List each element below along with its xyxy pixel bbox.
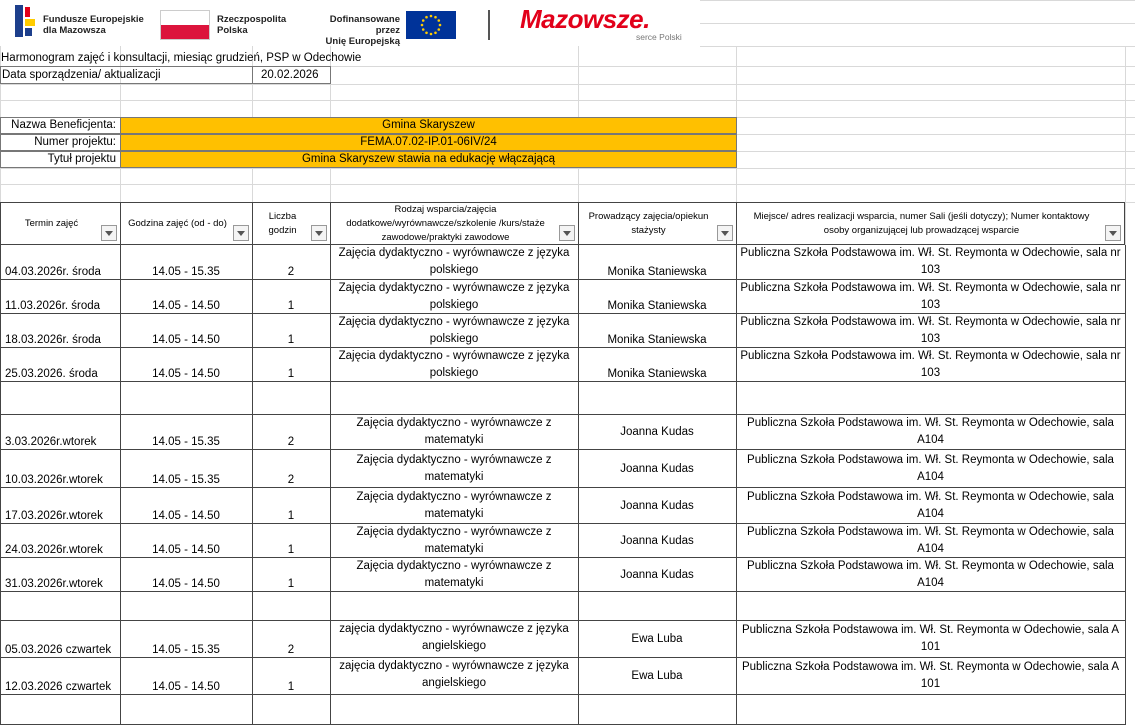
eu-star [434, 31, 437, 34]
cell-type[interactable]: Zajęcia dydaktyczno - wyrównawcze z matematyki [330, 558, 579, 592]
cell-date[interactable]: 25.03.2026. środa [0, 348, 121, 382]
eu-star [437, 19, 440, 22]
cell-hours[interactable] [120, 592, 253, 621]
table-row [0, 658, 1125, 695]
beneficiary-value-cell[interactable]: Gmina Skaryszew [120, 117, 737, 134]
table-row [0, 621, 1125, 658]
project-title-label-cell[interactable]: Tytuł projektu [0, 151, 121, 168]
cell-count[interactable]: 1 [252, 524, 331, 558]
cell-teacher[interactable]: Joanna Kudas [578, 415, 737, 450]
cell-hours[interactable]: 14.05 - 14.50 [120, 524, 253, 558]
cell-place[interactable] [736, 695, 1126, 725]
eu-funds-line2: dla Mazowsza [43, 25, 106, 36]
cell-hours[interactable]: 14.05 - 14.50 [120, 314, 253, 348]
filter-dropdown-icon[interactable] [233, 225, 249, 241]
cell-count[interactable]: 2 [252, 450, 331, 488]
table-row [0, 592, 1125, 621]
gridline [0, 100, 1135, 101]
cell-place[interactable]: Publiczna Szkoła Podstawowa im. Wł. St. Reymonta w Odechowie, sala nr 103 [736, 280, 1126, 314]
cell-count[interactable]: 1 [252, 558, 331, 592]
cell-date[interactable]: 12.03.2026 czwartek [0, 658, 121, 695]
table-row [0, 450, 1125, 488]
cell-place[interactable]: Publiczna Szkoła Podstawowa im. Wł. St. Reymonta w Odechowie, sala nr 103 [736, 348, 1126, 382]
cell-date[interactable]: 17.03.2026r.wtorek [0, 488, 121, 524]
eu-star [439, 24, 442, 27]
cell-type[interactable] [330, 592, 579, 621]
table-row [0, 245, 1125, 280]
project-title-value-cell[interactable]: Gmina Skaryszew stawia na edukację włączającą [120, 151, 737, 168]
table-row [0, 314, 1125, 348]
cell-date[interactable]: 11.03.2026r. środa [0, 280, 121, 314]
eu-line2: Unię Europejską [325, 36, 400, 47]
cell-hours[interactable]: 14.05 - 14.50 [120, 280, 253, 314]
cell-type[interactable] [330, 382, 579, 415]
eu-line1: Dofinansowane przez [329, 14, 400, 36]
table-row [0, 558, 1125, 592]
table-row [0, 695, 1125, 725]
cell-date[interactable]: 10.03.2026r.wtorek [0, 450, 121, 488]
gridline [0, 184, 1135, 185]
cell-count[interactable]: 1 [252, 488, 331, 524]
table-row [0, 280, 1125, 314]
cell-count[interactable]: 1 [252, 348, 331, 382]
header-teacher[interactable] [578, 202, 737, 245]
cell-type[interactable]: Zajęcia dydaktyczno - wyrównawcze z języka polskiego [330, 280, 579, 314]
project-number-value-cell[interactable]: FEMA.07.02-IP.01-06IV/24 [120, 134, 737, 151]
cell-count[interactable] [252, 695, 331, 725]
cell-hours[interactable]: 14.05 - 15.35 [120, 415, 253, 450]
cell-count[interactable]: 2 [252, 415, 331, 450]
cell-type[interactable]: zajęcia dydaktyczno - wyrównawcze z języka angielskiego [330, 658, 579, 695]
poland-line1: Rzeczpospolita [217, 14, 287, 25]
cell-hours[interactable]: 14.05 - 14.50 [120, 558, 253, 592]
cell-hours[interactable]: 14.05 - 14.50 [120, 488, 253, 524]
cell-hours[interactable]: 14.05 - 15.35 [120, 450, 253, 488]
cell-teacher[interactable]: Monika Staniewska [578, 245, 737, 280]
cell-hours[interactable]: 14.05 - 15.35 [120, 621, 253, 658]
gridline [700, 46, 1135, 47]
cell-place[interactable]: Publiczna Szkoła Podstawowa im. Wł. St. Reymonta w Odechowie, sala nr 103 [736, 314, 1126, 348]
cell-hours[interactable]: 14.05 - 14.50 [120, 348, 253, 382]
eu-star [422, 19, 425, 22]
cell-hours[interactable]: 14.05 - 15.35 [120, 245, 253, 280]
eu-star [425, 31, 428, 34]
cell-hours[interactable]: 14.05 - 14.50 [120, 658, 253, 695]
filter-dropdown-icon[interactable] [311, 225, 327, 241]
sheet-title: Harmonogram zajęć i konsultacji, miesiąc grudzień, PSP w Odechowie [1, 52, 362, 64]
cell-teacher[interactable] [578, 695, 737, 725]
header-hours-label: Godzina zajęć (od - do) [128, 217, 227, 229]
cell-count[interactable]: 2 [252, 621, 331, 658]
header-teacher-label: Prowadzący zajęcia/opiekun stażysty [588, 210, 709, 236]
cell-date[interactable]: 24.03.2026r.wtorek [0, 524, 121, 558]
header-type[interactable] [330, 202, 579, 245]
header-hours[interactable] [120, 202, 253, 245]
cell-teacher[interactable]: Joanna Kudas [578, 488, 737, 524]
logo-bar [0, 0, 700, 46]
eu-flag-icon [406, 11, 456, 39]
eu-star [422, 28, 425, 31]
poland-flag-icon [160, 10, 210, 40]
cell-date[interactable]: 04.03.2026r. środa [0, 245, 121, 280]
cell-type[interactable]: Zajęcia dydaktyczno - wyrównawcze z matematyki [330, 450, 579, 488]
header-count-label: Liczba godzin [268, 210, 297, 236]
cell-count[interactable]: 2 [252, 245, 331, 280]
cell-type[interactable]: Zajęcia dydaktyczno - wyrównawcze z matematyki [330, 524, 579, 558]
eu-cofinance-label [306, 14, 400, 47]
header-place-label: Miejsce/ adres realizacji wsparcia, numer Sali (jeśli dotyczy); Numer kontaktowy osoby organizującej lub prowadzącej wsparcie [753, 210, 1090, 236]
cell-teacher[interactable]: Ewa Luba [578, 658, 737, 695]
poland-line2: Polska [217, 25, 248, 36]
date-value-cell[interactable]: 20.02.2026 [252, 66, 331, 84]
table-row [0, 415, 1125, 450]
filter-dropdown-icon[interactable] [717, 225, 733, 241]
cell-teacher[interactable]: Monika Staniewska [578, 348, 737, 382]
cell-date[interactable]: 18.03.2026r. środa [0, 314, 121, 348]
filter-dropdown-icon[interactable] [101, 225, 117, 241]
cell-type[interactable]: Zajęcia dydaktyczno - wyrównawcze z języka polskiego [330, 314, 579, 348]
cell-hours[interactable] [120, 695, 253, 725]
header-date[interactable] [0, 202, 121, 245]
gridline [0, 168, 1135, 169]
header-count[interactable] [252, 202, 331, 245]
cell-teacher[interactable]: Monika Staniewska [578, 280, 737, 314]
cell-teacher[interactable]: Monika Staniewska [578, 314, 737, 348]
cell-type[interactable]: Zajęcia dydaktyczno - wyrównawcze z matematyki [330, 488, 579, 524]
cell-type[interactable]: Zajęcia dydaktyczno - wyrównawcze z języka polskiego [330, 348, 579, 382]
header-place[interactable] [736, 202, 1125, 245]
cell-type[interactable]: Zajęcia dydaktyczno - wyrównawcze z języka polskiego [330, 245, 579, 280]
logo-divider [488, 10, 490, 40]
cell-count[interactable] [252, 592, 331, 621]
cell-type[interactable] [330, 695, 579, 725]
eu-funds-logo-icon [15, 5, 37, 37]
cell-teacher[interactable]: Ewa Luba [578, 621, 737, 658]
mazowsze-tagline: serce Polski [636, 32, 682, 42]
cell-place[interactable]: Publiczna Szkoła Podstawowa im. Wł. St. Reymonta w Odechowie, sala A104 [736, 558, 1126, 592]
eu-funds-label [43, 14, 144, 36]
cell-teacher[interactable]: Joanna Kudas [578, 558, 737, 592]
cell-teacher[interactable] [578, 382, 737, 415]
cell-type[interactable]: Zajęcia dydaktyczno - wyrównawcze z matematyki [330, 415, 579, 450]
cell-count[interactable]: 1 [252, 280, 331, 314]
cell-type[interactable]: zajęcia dydaktyczno - wyrównawcze z języka angielskiego [330, 621, 579, 658]
cell-place[interactable]: Publiczna Szkoła Podstawowa im. Wł. St. Reymonta w Odechowie, sala A104 [736, 488, 1126, 524]
cell-place[interactable]: Publiczna Szkoła Podstawowa im. Wł. St. Reymonta w Odechowie, sala A 101 [736, 621, 1126, 658]
table-row [0, 348, 1125, 382]
eu-star [421, 24, 424, 27]
cell-place[interactable] [736, 592, 1126, 621]
table-row [0, 488, 1125, 524]
cell-date[interactable]: 31.03.2026r.wtorek [0, 558, 121, 592]
gridline [0, 84, 1135, 85]
cell-date[interactable] [0, 695, 121, 725]
eu-star [425, 16, 428, 19]
table-row [0, 524, 1125, 558]
cell-teacher[interactable]: Joanna Kudas [578, 524, 737, 558]
cell-date[interactable] [0, 382, 121, 415]
table-row [0, 382, 1125, 415]
beneficiary-label-cell[interactable]: Nazwa Beneficjenta: [0, 117, 121, 134]
date-label-cell[interactable]: Data sporządzenia/ aktualizacji [0, 66, 253, 84]
cell-place[interactable]: Publiczna Szkoła Podstawowa im. Wł. St. Reymonta w Odechowie, sala A 101 [736, 658, 1126, 695]
header-date-label: Termin zajęć [24, 217, 79, 229]
gridline [700, 0, 1135, 1]
cell-place[interactable]: Publiczna Szkoła Podstawowa im. Wł. St. Reymonta w Odechowie, sala A104 [736, 415, 1126, 450]
eu-star [430, 33, 433, 36]
cell-date[interactable]: 05.03.2026 czwartek [0, 621, 121, 658]
gridline [700, 23, 1135, 24]
cell-place[interactable]: Publiczna Szkoła Podstawowa im. Wł. St. Reymonta w Odechowie, sala nr 103 [736, 245, 1126, 280]
mazowsze-logo: Mazowsze. [520, 4, 650, 34]
cell-count[interactable] [252, 382, 331, 415]
cell-place[interactable]: Publiczna Szkoła Podstawowa im. Wł. St. Reymonta w Odechowie, sala A104 [736, 524, 1126, 558]
cell-count[interactable]: 1 [252, 314, 331, 348]
project-number-label-cell[interactable]: Numer projektu: [0, 134, 121, 151]
cell-place[interactable] [736, 382, 1126, 415]
eu-star [437, 28, 440, 31]
eu-star [430, 15, 433, 18]
filter-dropdown-icon[interactable] [1105, 225, 1121, 241]
cell-place[interactable]: Publiczna Szkoła Podstawowa im. Wł. St. Reymonta w Odechowie, sala A104 [736, 450, 1126, 488]
filter-dropdown-icon[interactable] [559, 225, 575, 241]
cell-hours[interactable] [120, 382, 253, 415]
cell-teacher[interactable] [578, 592, 737, 621]
eu-funds-line1: Fundusze Europejskie [43, 14, 144, 25]
cell-count[interactable]: 1 [252, 658, 331, 695]
poland-label [217, 14, 286, 36]
eu-star [434, 16, 437, 19]
header-type-label: Rodzaj wsparcia/zajęcia dodatkowe/wyrównawcze/szkolenie /kurs/staże zawodowe/praktyki zawodowe [346, 203, 545, 243]
cell-date[interactable]: 3.03.2026r.wtorek [0, 415, 121, 450]
cell-date[interactable] [0, 592, 121, 621]
cell-teacher[interactable]: Joanna Kudas [578, 450, 737, 488]
